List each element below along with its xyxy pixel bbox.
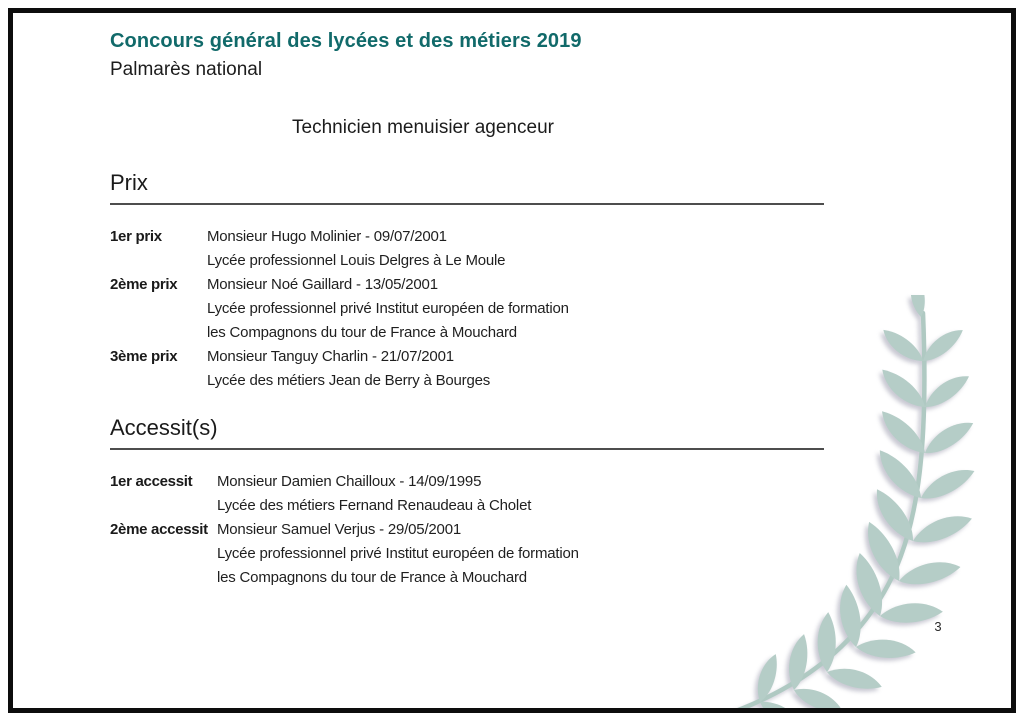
school-line: les Compagnons du tour de France à Mouchard (217, 569, 527, 586)
school-line: Lycée professionnel Louis Delgres à Le Moule (207, 252, 506, 269)
laureate-line: Monsieur Noé Gaillard - 13/05/2001 (207, 276, 438, 293)
school-line: les Compagnons du tour de France à Mouchard (207, 324, 517, 341)
laureate-line: Monsieur Samuel Verjus - 29/05/2001 (217, 521, 461, 538)
award-details (207, 225, 824, 273)
award-entry (110, 470, 824, 518)
award-details (207, 345, 824, 393)
laureate-line: Monsieur Hugo Molinier - 09/07/2001 (207, 228, 447, 245)
award-details (217, 470, 824, 518)
section-prix (110, 169, 824, 393)
award-details (207, 273, 824, 345)
award-rank-label: 1er prix (110, 228, 162, 245)
award-entry (110, 345, 824, 393)
page-number: 3 (934, 619, 942, 634)
page-subtitle: Palmarès national (110, 59, 263, 80)
award-entry (110, 273, 824, 345)
school-line: Lycée professionnel privé Institut européen de formation (207, 300, 569, 317)
school-line: Lycée des métiers Fernand Renaudeau à Cholet (217, 497, 532, 514)
laureate-line: Monsieur Damien Chailloux - 14/09/1995 (217, 473, 482, 490)
award-rank-label: 2ème prix (110, 276, 178, 293)
award-rank-label: 2ème accessit (110, 521, 208, 538)
section-accessit (110, 414, 824, 590)
laureate-line: Monsieur Tanguy Charlin - 21/07/2001 (207, 348, 454, 365)
award-list (110, 225, 824, 393)
award-entry (110, 225, 824, 273)
award-rank-label: 1er accessit (110, 473, 193, 490)
school-line: Lycée professionnel privé Institut européen de formation (217, 545, 579, 562)
section-heading: Prix (110, 170, 148, 195)
section-rule (110, 448, 824, 450)
award-rank-label: 3ème prix (110, 348, 178, 365)
section-rule (110, 203, 824, 205)
specialty-title: Technicien menuisier agenceur (292, 117, 554, 138)
page-title: Concours général des lycées et des métiers 2019 (110, 30, 582, 52)
school-line: Lycée des métiers Jean de Berry à Bourges (207, 372, 491, 389)
award-details (217, 518, 824, 590)
award-list (110, 470, 824, 590)
award-entry (110, 518, 824, 590)
section-heading: Accessit(s) (110, 415, 218, 440)
